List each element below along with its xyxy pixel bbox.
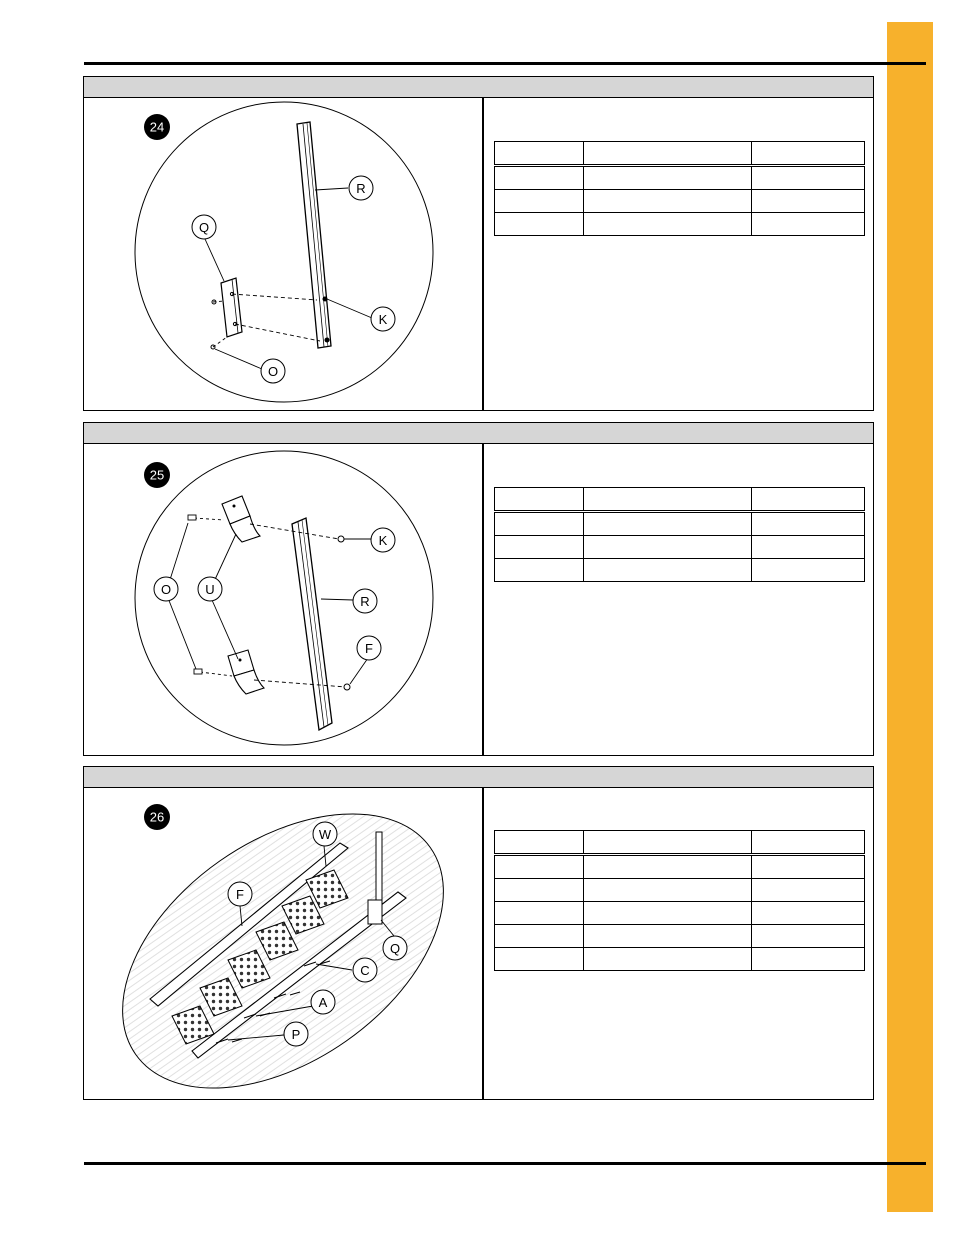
chapter-side-tab bbox=[887, 22, 933, 1212]
callout-f bbox=[228, 882, 252, 906]
callout-o bbox=[154, 577, 178, 601]
callout-a bbox=[311, 990, 335, 1014]
post-part bbox=[297, 122, 331, 348]
svg-text:U: U bbox=[205, 582, 215, 597]
step-26-illustration bbox=[84, 788, 482, 1099]
svg-text:C: C bbox=[360, 963, 370, 978]
callout-c bbox=[353, 958, 377, 982]
svg-text:R: R bbox=[360, 594, 370, 609]
table-row bbox=[495, 166, 865, 190]
table-row bbox=[495, 902, 865, 925]
svg-text:W: W bbox=[318, 827, 332, 842]
svg-text:R: R bbox=[356, 181, 366, 196]
svg-text:O: O bbox=[160, 582, 172, 597]
step-25-panel bbox=[83, 422, 874, 756]
svg-text:A: A bbox=[318, 995, 328, 1010]
svg-text:Q: Q bbox=[389, 941, 401, 956]
bottom-rule bbox=[84, 1162, 926, 1165]
step-25-illustration bbox=[84, 444, 482, 755]
callout-r bbox=[353, 589, 377, 613]
bracket-part bbox=[221, 278, 242, 337]
table-row bbox=[495, 190, 865, 213]
callout-q bbox=[192, 215, 216, 239]
svg-text:K: K bbox=[378, 312, 388, 327]
table-row bbox=[495, 536, 865, 559]
callout-k bbox=[371, 528, 395, 552]
table-row bbox=[495, 925, 865, 948]
table-row bbox=[495, 512, 865, 536]
svg-text:P: P bbox=[291, 1027, 301, 1042]
step-number: 24 bbox=[149, 119, 165, 135]
callout-q bbox=[383, 936, 407, 960]
svg-text:K: K bbox=[378, 533, 388, 548]
lower-bracket-part bbox=[228, 650, 264, 694]
step-26-panel bbox=[83, 766, 874, 1100]
table-row bbox=[495, 948, 865, 971]
step-number: 26 bbox=[149, 809, 165, 825]
step-25-parts-table bbox=[494, 487, 865, 582]
detail-circle bbox=[135, 102, 433, 402]
callout-r bbox=[349, 176, 373, 200]
step-24-panel bbox=[83, 76, 874, 411]
step-26-parts-table bbox=[494, 830, 865, 971]
post-part bbox=[292, 518, 332, 730]
step-25-header bbox=[84, 423, 873, 444]
table-row bbox=[495, 855, 865, 879]
svg-text:O: O bbox=[267, 364, 279, 379]
detail-circle bbox=[135, 451, 433, 745]
callout-k bbox=[371, 307, 395, 331]
svg-text:Q: Q bbox=[198, 220, 210, 235]
table-row bbox=[495, 879, 865, 902]
callout-w bbox=[313, 822, 337, 846]
table-row bbox=[495, 559, 865, 582]
callout-o bbox=[261, 359, 285, 383]
step-24-header bbox=[84, 77, 873, 98]
step-number: 25 bbox=[149, 467, 165, 483]
svg-text:F: F bbox=[236, 887, 244, 902]
top-rule bbox=[84, 62, 926, 65]
upper-bracket-part bbox=[222, 496, 260, 542]
step-24-parts-table bbox=[494, 141, 865, 236]
step-26-header bbox=[84, 767, 873, 788]
callout-p bbox=[284, 1022, 308, 1046]
step-24-illustration bbox=[84, 98, 482, 410]
svg-text:F: F bbox=[365, 641, 373, 656]
table-row bbox=[495, 213, 865, 236]
callout-u bbox=[198, 577, 222, 601]
callout-f bbox=[357, 636, 381, 660]
